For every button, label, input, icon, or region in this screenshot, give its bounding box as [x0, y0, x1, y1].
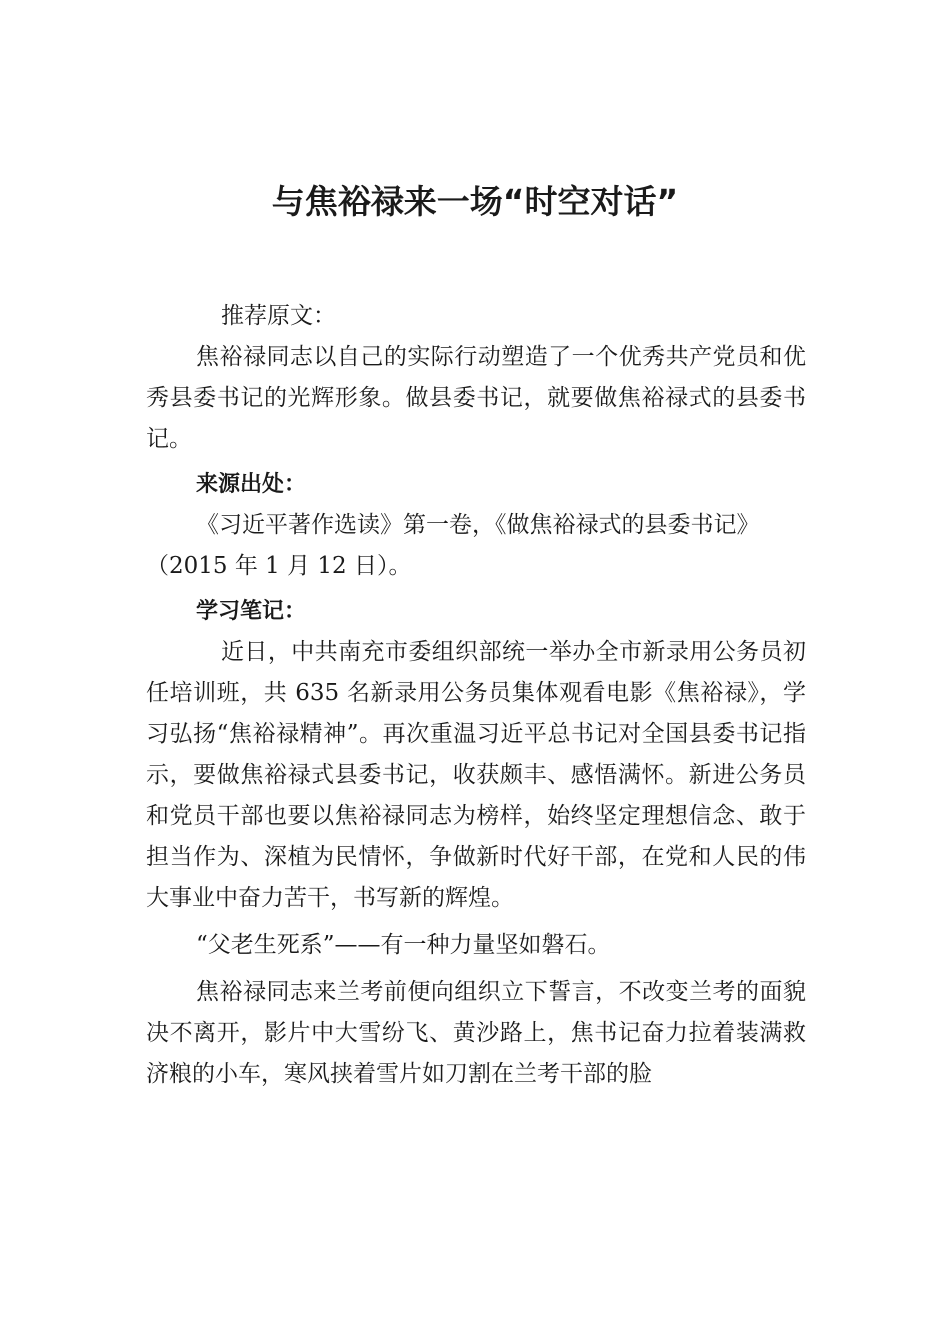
source-heading: 来源出处：: [196, 472, 307, 497]
last-paragraph: 焦裕禄同志来兰考前便向组织立下誓言，不改变兰考的面貌决不离开，影片中大雪纷飞、黄沙路上，焦书记奋力拉着装满救济粮的小车，寒风挟着雪片如刀割在兰考干部的脸: [146, 979, 806, 1087]
quote-line: “父老生死系”——有一种力量坚如磐石。: [196, 932, 611, 958]
recommend-text: 焦裕禄同志以自己的实际行动塑造了一个优秀共产党员和优秀县委书记的光辉形象。做县委书记，就要做焦裕禄式的县委书记。: [146, 344, 806, 452]
document-body: [146, 296, 806, 1095]
source-text-line1: 《习近平著作选读》第一卷，《做焦裕禄式的县委书记》: [196, 512, 760, 538]
source-text-line2: （2015 年 1 月 12 日）。: [146, 553, 412, 579]
recommend-label: 推荐原文：: [221, 303, 336, 329]
notes-paragraph: 近日，中共南充市委组织部统一举办全市新录用公务员初任培训班，共 635 名新录用公务员集体观看电影《焦裕禄》，学习弘扬“焦裕禄精神”。再次重温习近平总书记对全国县委书记指示，要做焦裕禄式县委书记，收获颇丰、感悟满怀。新进公务员和党员干部也要以焦裕禄同志为榜样，始终坚定理想信念、敢于担当作为、深植为民情怀，争做新时代好干部，在党和人民的伟大事业中奋力苦干，书写新的辉煌。: [146, 639, 806, 911]
document-title: 与焦裕禄来一场“时空对话”: [271, 182, 679, 221]
notes-heading: 学习笔记：: [196, 599, 307, 624]
